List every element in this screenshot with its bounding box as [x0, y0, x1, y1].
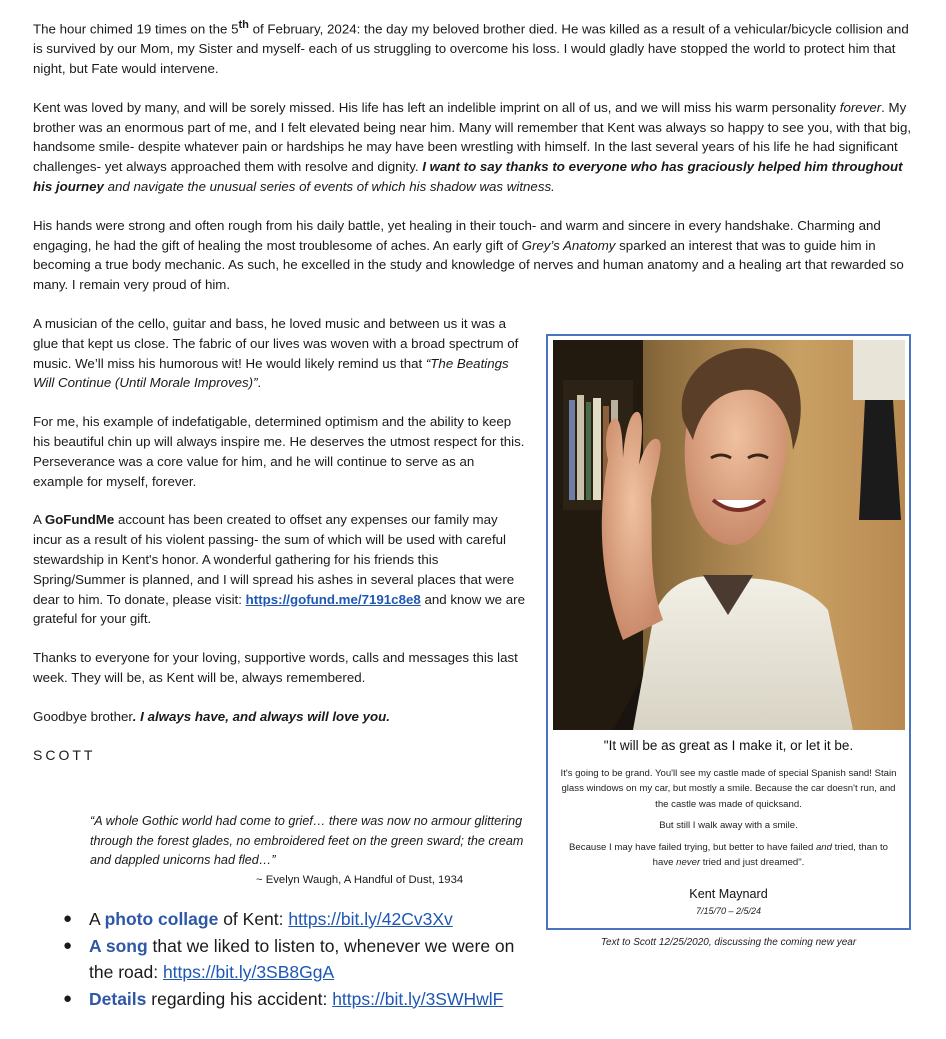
- p4-quote: “The Beatings Will Continue (Until Morale Improves)”: [33, 355, 509, 391]
- gofundme-link[interactable]: https://gofund.me/7191c8e8: [245, 591, 421, 607]
- p3-text-b: sparked an interest that was to guide him in becoming a true body mechanic. As such, he excelled in the study and knowledge of nerves and human anatomy and a healing art that rewarded so many. I remain very proud of him.: [33, 237, 904, 293]
- p6-text-b: account has been created to offset any expenses our family may incur as a result of his violent passing- the sum of which will be used with careful stewardship in Kent's honor. A wonderful gathering for his friends this Spring/Summer is planned, and I will spread his ashes in several places that were dear to him. To donate, please visit:: [33, 512, 515, 607]
- accident-details-link[interactable]: https://bit.ly/3SWHwlF: [332, 988, 504, 1009]
- paragraph-1: [33, 16, 913, 79]
- quote-text: “A whole Gothic world had come to grief… there was now no armour glittering through the forest glades, no embroidered feet on the green sward; the cream and dappled unicorns had fled…”: [90, 814, 524, 868]
- p1-text-a: The hour chimed 19 times on the 5: [33, 21, 239, 37]
- p6-text-a: A: [33, 512, 45, 528]
- bullet-icon: ●: [63, 936, 73, 954]
- p2-emphasis: forever: [839, 99, 882, 115]
- bullet-icon: ●: [63, 989, 73, 1007]
- p2-text-a: Kent was loved by many, and will be sorely missed. His life has left an indelible imprint on all of us, and we will miss his warm personality: [33, 99, 840, 115]
- memorial-card: [546, 334, 911, 930]
- portrait-photo: [553, 340, 905, 730]
- p3-book-title: Grey’s Anatomy: [521, 237, 616, 253]
- p4-text-b: .: [257, 375, 262, 391]
- list-item: [63, 906, 533, 933]
- card-dates: 7/15/70 – 2/5/24: [695, 906, 762, 916]
- signature: SCOTT: [33, 746, 96, 763]
- photo-caption: Text to Scott 12/25/2020, discussing the coming new year: [600, 937, 857, 948]
- paragraph-3: [33, 216, 913, 295]
- card-name: Kent Maynard: [689, 887, 768, 901]
- p3-text-a: His hands were strong and often rough from his daily battle, yet healing in their touch- and warm and sincere in every handshake. Charming and engaging, he had the gift of healing the most troublesome of aches. An early gift of: [33, 217, 881, 253]
- song-label: A song: [89, 935, 148, 956]
- details-label: Details: [89, 988, 147, 1009]
- p1-superscript: th: [238, 19, 249, 31]
- paragraph-8: [33, 707, 525, 727]
- list-item: [63, 933, 533, 986]
- p4-text-a: A musician of the cello, guitar and bass, he loved music and between us it was a glue that kept us close. The fabric of our lives was woven with a broad spectrum of music. We’ll miss his humorous wit! He would likely remind us that: [33, 315, 519, 371]
- card-para-3-b: tried, than to have: [652, 841, 888, 869]
- paragraph-7: Thanks to everyone for your loving, supportive words, calls and messages this last week. They will be, as Kent will be, always remembered.: [33, 650, 518, 685]
- love-text: . I always have, and always will love you.: [132, 708, 390, 724]
- waugh-quote: [90, 812, 530, 890]
- p2-thanks: I want to say thanks to everyone who has graciously helped him throughout his journey: [33, 159, 903, 194]
- p6-text-c: and know we are grateful for your gift.: [33, 591, 525, 627]
- card-para-3-em2: never: [676, 857, 701, 869]
- paragraph-2: [33, 98, 913, 197]
- card-message: [558, 766, 899, 876]
- card-headline: "It will be as great as I make it, or let it be.: [603, 738, 854, 753]
- list-item: [63, 986, 533, 1013]
- photo-collage-label: photo collage: [104, 909, 219, 929]
- card-para-3-c: tried and just dreamed".: [700, 857, 805, 869]
- card-para-2: But still I walk away with a smile.: [659, 820, 798, 832]
- goodbye-text: Goodbye brother: [33, 708, 133, 724]
- portrait-illustration: [553, 340, 905, 730]
- p2-text-b: . My brother was an enormous part of me, and I felt elevated being near him. Many will remember that Kent was always so happy to see you, with that big, handsome smile- despite whatever pain or hardships he may have been wrestling with himself. In the last several years of his life he had significant challenges- yet always approached them with resolve and dignity.: [33, 99, 912, 175]
- bullet-icon: ●: [63, 910, 73, 927]
- card-para-1: It's going to be grand. You'll see my castle made of special Spanish sand! Stain glass windows on my car, but mostly a smile. Because the car doesn't run, and the castle was made of quicksand.: [560, 768, 897, 810]
- photo-collage-link[interactable]: https://bit.ly/42Cv3Xv: [288, 909, 453, 929]
- link-prefix: A: [89, 909, 105, 929]
- p2-italic-tail: and navigate the unusual series of events of which his shadow was witness.: [103, 179, 555, 194]
- paragraph-4: [33, 314, 525, 393]
- quote-attribution: ~ Evelyn Waugh, A Handful of Dust, 1934: [256, 873, 464, 886]
- card-para-3-em1: and: [815, 841, 832, 853]
- links-list: [63, 906, 533, 1012]
- link-description: of Kent:: [218, 909, 289, 929]
- song-link[interactable]: https://bit.ly/3SB8GgA: [162, 962, 335, 982]
- paragraph-5: For me, his example of indefatigable, determined optimism and the ability to keep his beautiful chin up will always inspire me. He deserves the utmost respect for this. Perseverance was a core value for him, and he will continue to serve as an example for myself, forever.: [33, 414, 525, 489]
- paragraph-6: [33, 510, 525, 629]
- link-description: regarding his accident:: [146, 988, 333, 1009]
- card-para-3: [558, 840, 899, 871]
- p1-text-b: of February, 2024: the day my beloved brother died. He was killed as a result of a vehicular/bicycle collision and is survived by our Mom, my Sister and myself- each of us struggling to overcome his loss. I would gladly have stopped the world to protect him that night, but Fate would intervene.: [33, 21, 909, 77]
- link-description: that we liked to listen to, whenever we were on the road:: [89, 935, 515, 982]
- gofundme-label: GoFundMe: [44, 512, 115, 528]
- card-para-3-a: Because I may have failed trying, but better to have failed: [569, 841, 816, 853]
